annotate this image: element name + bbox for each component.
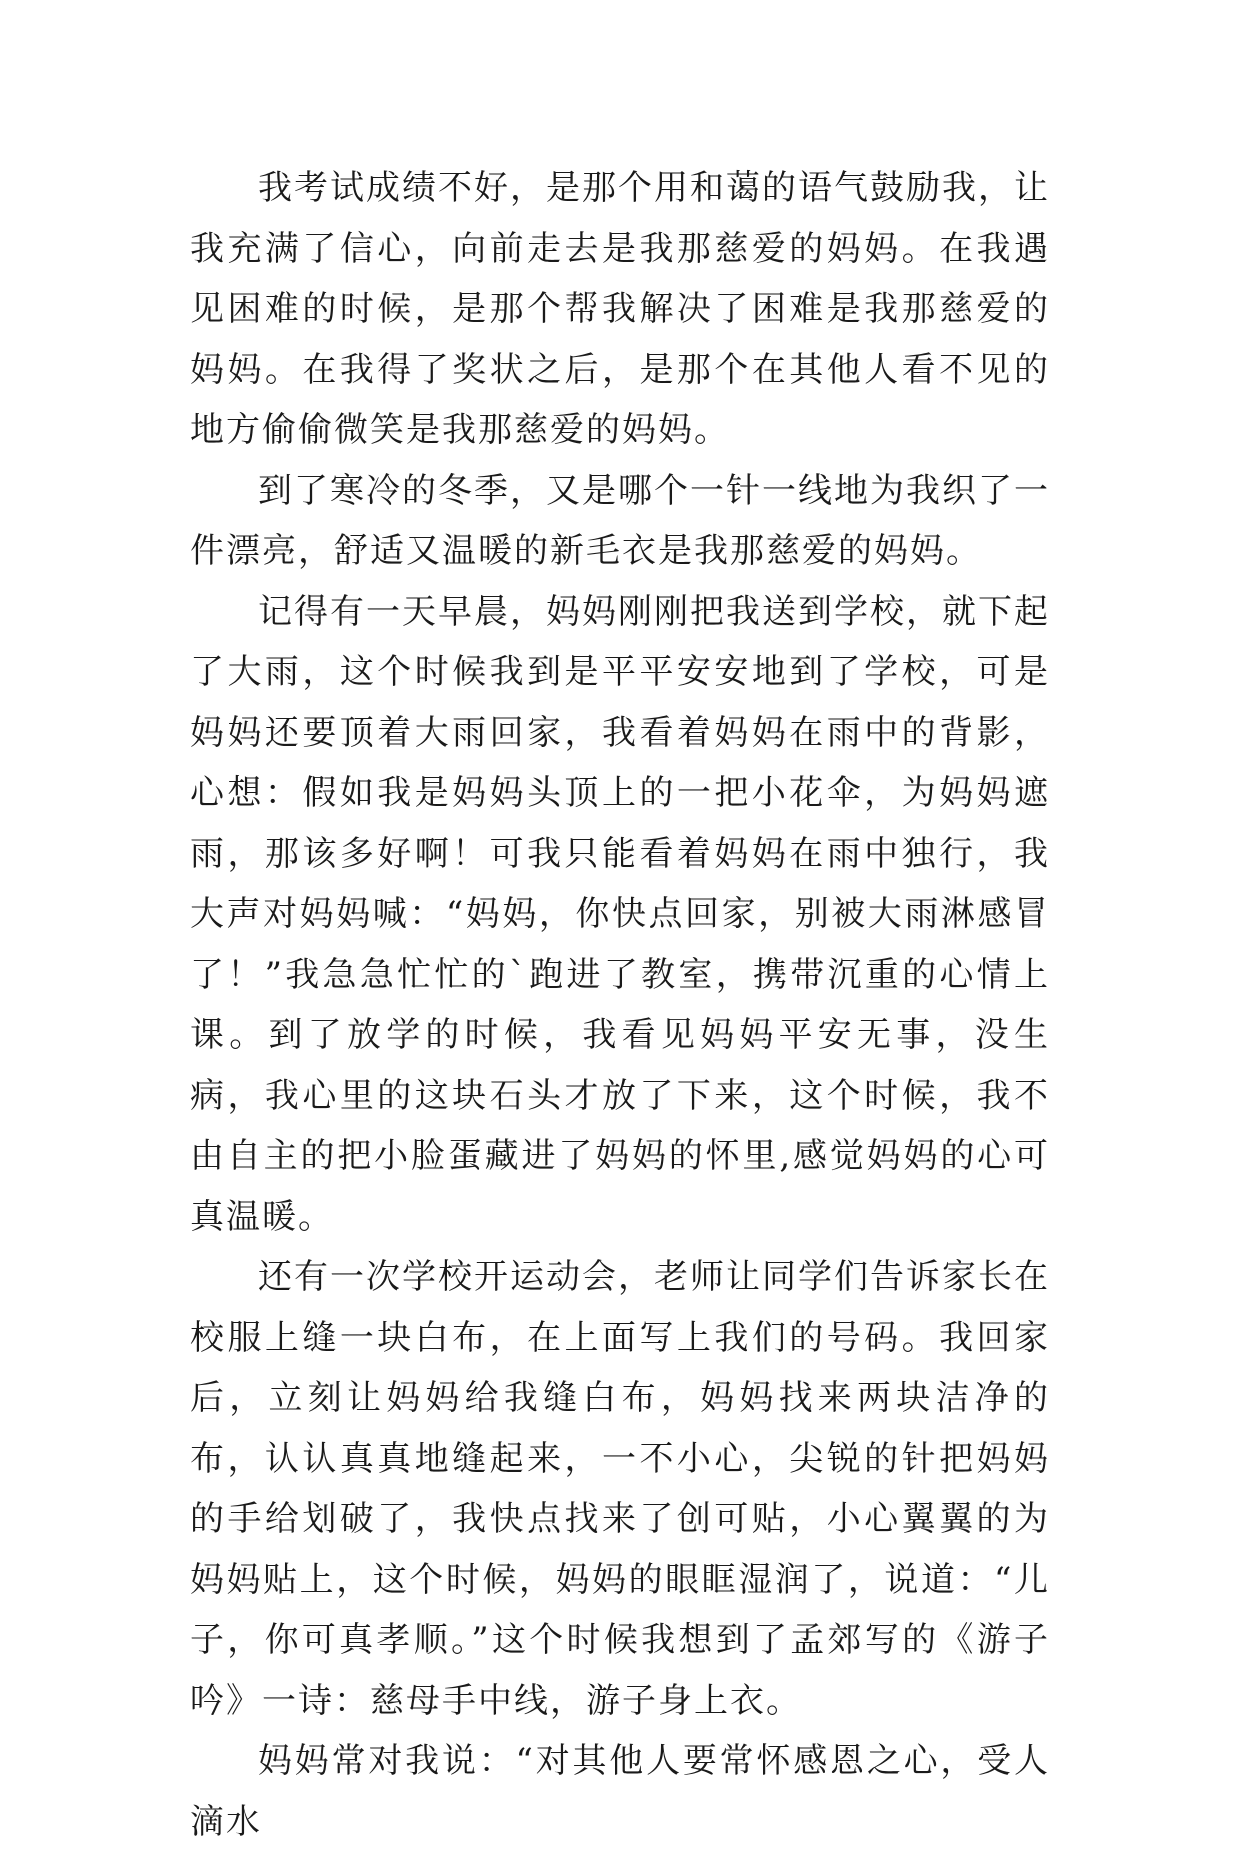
paragraph-3: 记得有一天早晨，妈妈刚刚把我送到学校，就下起了大雨，这个时候我到是平平安安地到了学校，可是妈妈还要顶着大雨回家，我看着妈妈在雨中的背影，心想：假如我是妈妈头顶上的一把小花伞，为妈妈遮雨，那该多好啊！可我只能看着妈妈在雨中独行，我大声对妈妈喊：“妈妈，你快点回家，别被大雨淋感冒了！”我急急忙忙的`跑进了教室，携带沉重的心情上课。到了放学的时候，我看见妈妈平安无事，没生病，我心里的这块石头才放了下来，这个时候，我不由自主的把小脸蛋藏进了妈妈的怀里,感觉妈妈的心可真温暖。 bbox=[190, 591, 1050, 1237]
paragraph-1: 我考试成绩不好，是那个用和蔼的语气鼓励我，让我充满了信心，向前走去是我那慈爱的妈妈。在我遇见困难的时候，是那个帮我解决了困难是我那慈爱的妈妈。在我得了奖状之后，是那个在其他人看不见的地方偷偷微笑是我那慈爱的妈妈。 bbox=[190, 168, 1050, 450]
paragraph-4: 还有一次学校开运动会，老师让同学们告诉家长在校服上缝一块白布，在上面写上我们的号码。我回家后，立刻让妈妈给我缝白布，妈妈找来两块洁净的布，认认真真地缝起来，一不小心，尖锐的针把妈妈的手给划破了，我快点找来了创可贴，小心翼翼的为妈妈贴上，这个时候，妈妈的眼眶湿润了，说道：“儿子，你可真孝顺。”这个时候我想到了孟郊写的《游子吟》一诗：慈母手中线，游子身上衣。 bbox=[190, 1257, 1050, 1721]
paragraph-2: 到了寒冷的冬季，又是哪个一针一线地为我织了一件漂亮，舒适又温暖的新毛衣是我那慈爱的妈妈。 bbox=[190, 470, 1050, 571]
document-body bbox=[190, 158, 1050, 1852]
paragraph-5: 妈妈常对我说：“对其他人要常怀感恩之心，受人滴水 bbox=[190, 1741, 1050, 1842]
